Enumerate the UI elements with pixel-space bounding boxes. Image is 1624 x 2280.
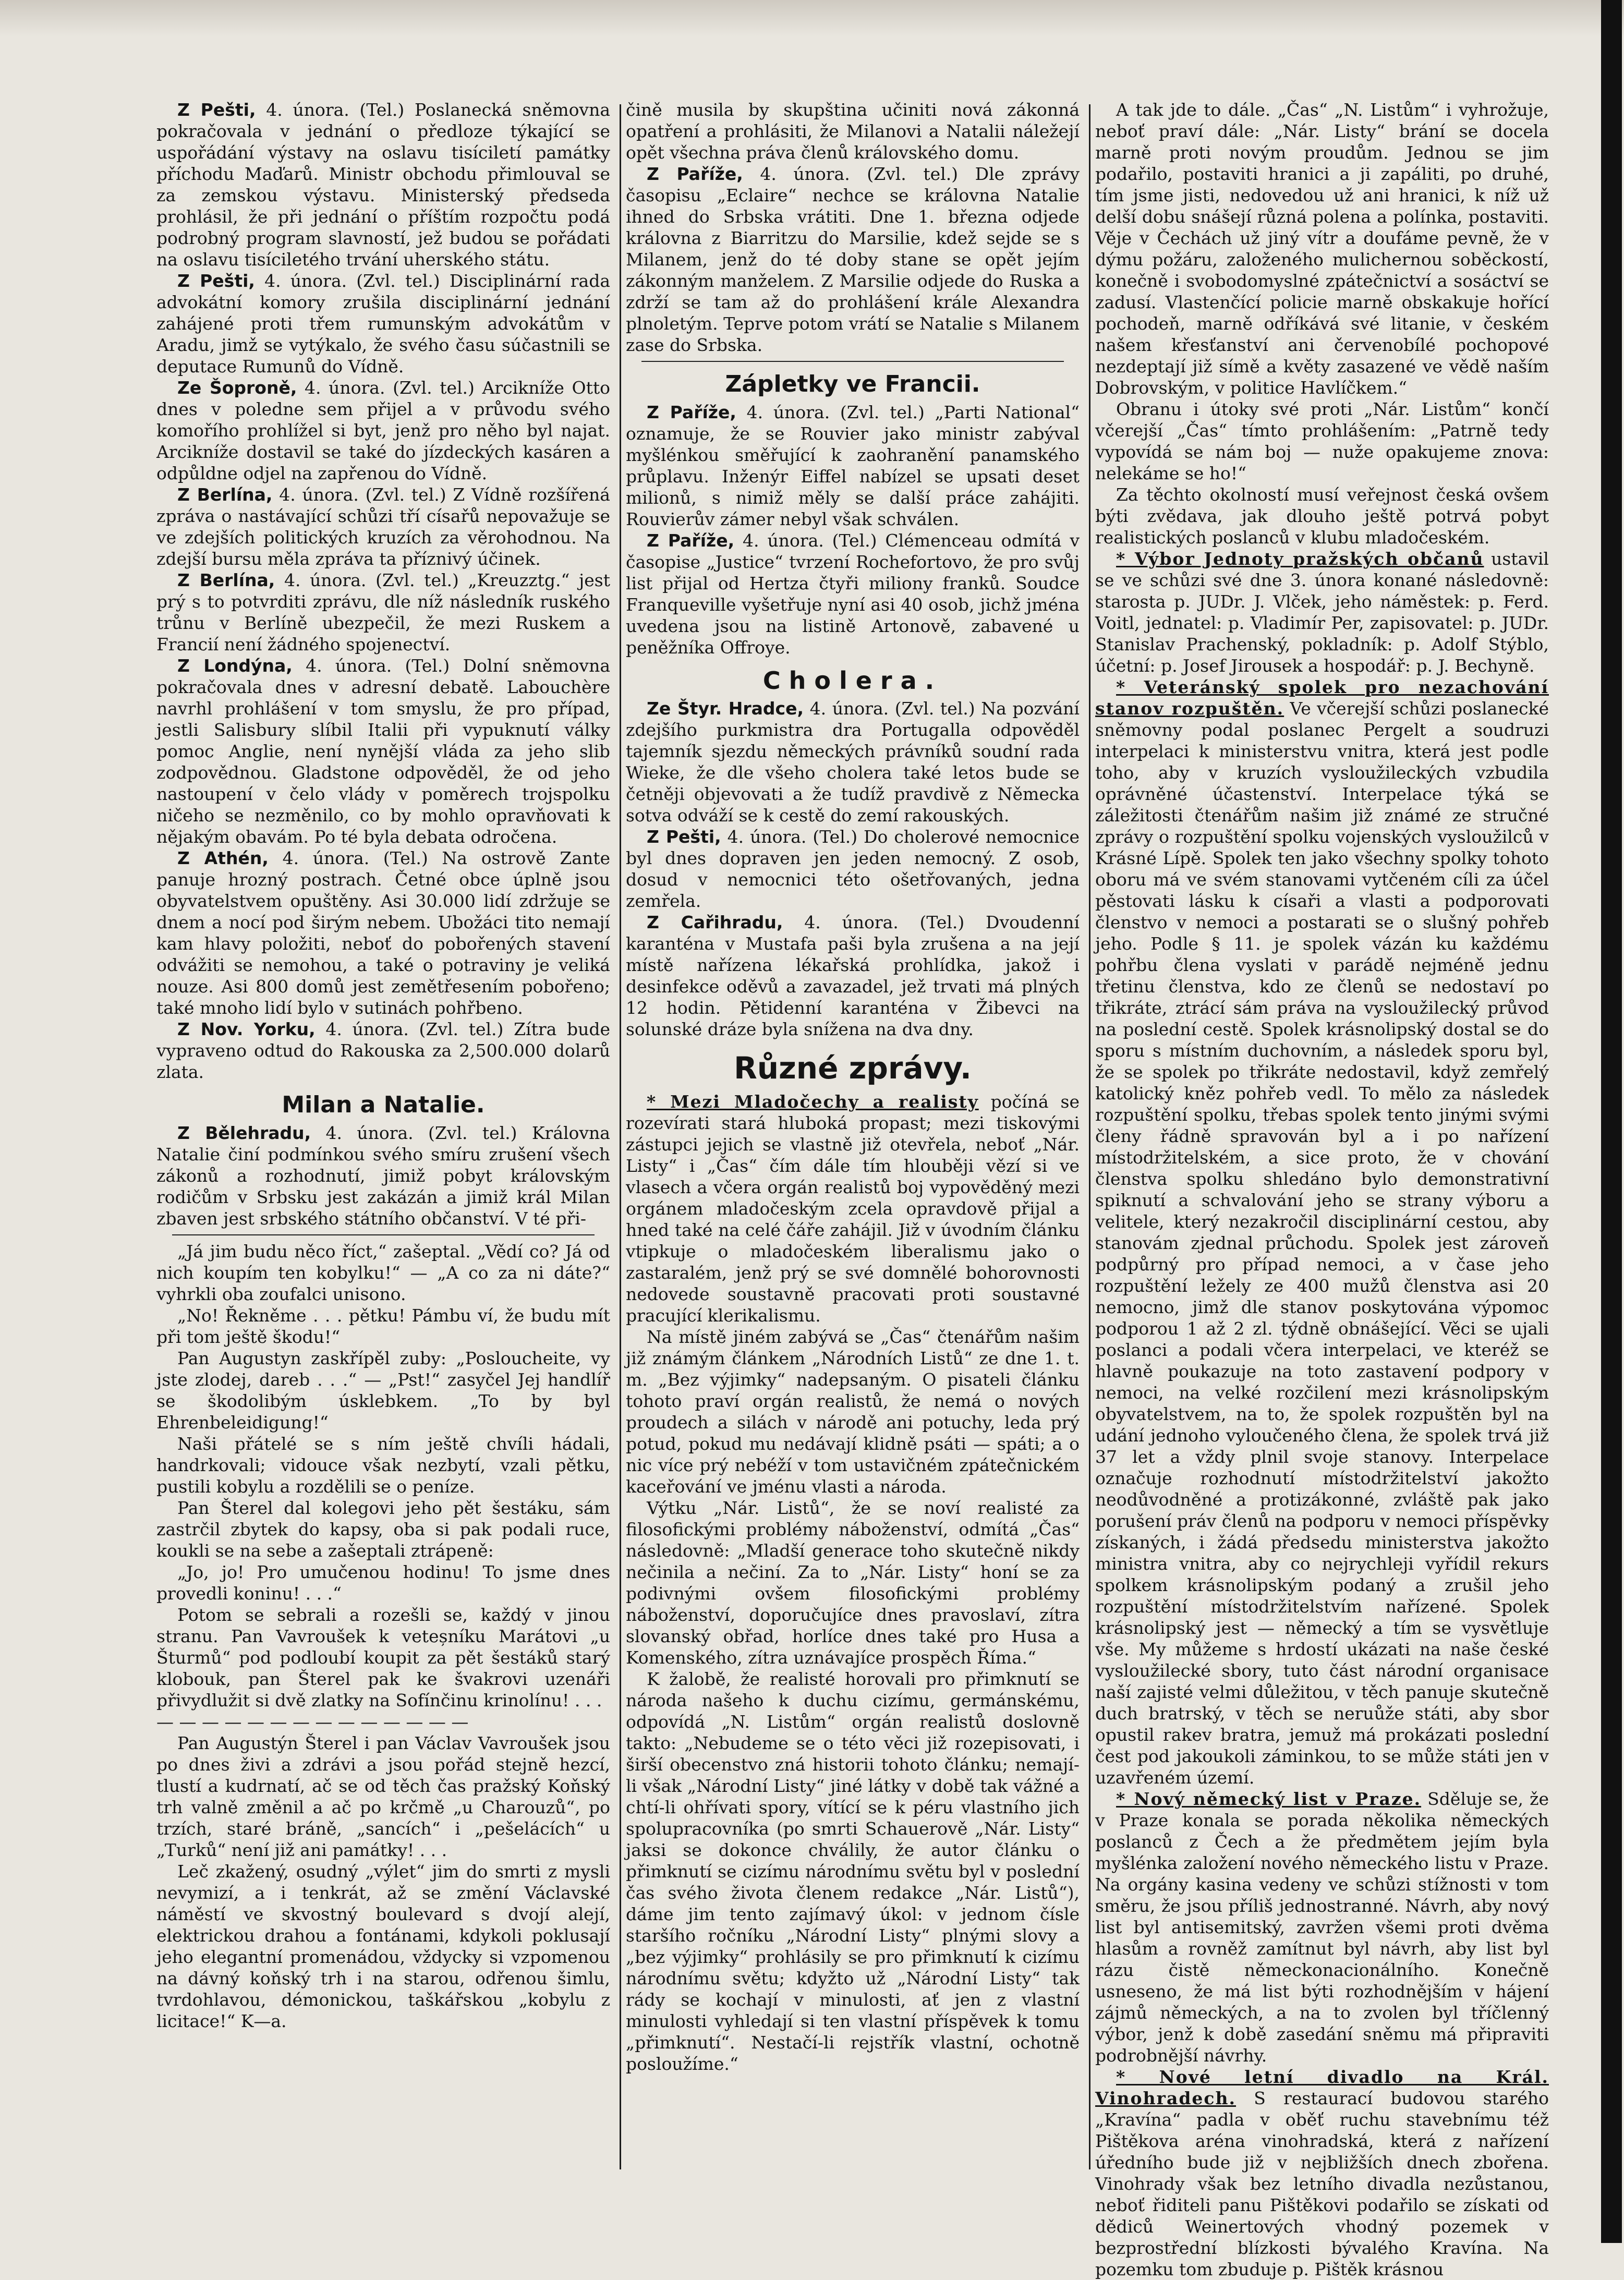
news-item: * Nové letní divadlo na Král. Vinohradech. S restaurací budovou starého „Kravína“ padla v oběť ruchu stavebnímu též Pištěkova aréna vinohradská, která z nařízení úředního bude již v nejbližších dnech zbořena. Vinohrady však bez letního divadla nezůstanou, neboť řiditeli panu Pištěkovi podařilo se získati od dědiců Weinertových vhodný pozemek v bezprostřední blízkosti bývalého Kravína. Na pozemku tom zbuduje p. Pištěk krásnou — [1095, 2067, 1549, 2279]
column-1 — [156, 99, 610, 2164]
feuilleton-paragraph: Potom se sebrali a rozešli se, každý v jinou stranu. Pan Vavroušek k veteșníku Marátovi „u Šturmů“ pod podloubí koupit za pět šestáků starý klobouk, pan Šterel pak ke švakrovi uzenáři přivydlužit si dvě zlatky na Sofínčinu krinolínu! . . . — [156, 1605, 610, 1711]
news-item: Z Berlína, 4. února. (Zvl. tel.) Z Vídně rozšířená zpráva o nastávající schůzi tří císařů nepovažuje se ve zdejších politických kruzích za věrohodnou. Na zdejší bursu měla zpráva ta příznivý účinek. — [156, 484, 610, 569]
news-paragraph: Obranu i útoky své proti „Nár. Listům“ končí včerejší „Čas“ tímto prohlášením: „Patrně tedy vypovídá se nám boj — nuže opakujeme znova: nelekáme se ho!“ — [1095, 399, 1549, 483]
news-item: Z Cařihradu, 4. února. (Tel.) Dvoudenní karanténa v Mustafa paši byla zrušena a na její místě nařízena lékařská prohlídka, jakož i desinfekce oděvů a zavazadel, jež trvati má plných 12 hodin. Pětidenní karanténa v Žibevci na solunské dráze byla snížena na dva dny. — [626, 912, 1080, 1039]
feuilleton-paragraph: Naši přátelé se s ním ještě chvíli hádali, handrkovali; vidouce však nezbytí, vzali pětku, pustili kobylu a rozdělili se o peníze. — [156, 1434, 610, 1497]
news-item: Z Pešti, 4. února. (Tel.) Do cholerové nemocnice byl dnes dopraven jen jeden nemocný. Z osob, dosud v nemocnici této ošetřovaných, jedna zemřela. — [626, 827, 1080, 911]
feuilleton-paragraph: Pan Šterel dal kolegovi jeho pět šestáku, sám zastrčil zbytek do kapsy, oba si pak podali ruce, koukli se na sebe a zašeptali ztrápeně: — [156, 1498, 610, 1561]
news-paragraph: Výtku „Nár. Listů“, že se noví realisté za filosofickými problémy náboženství, odmítá „Čas“ následovně: „Mladší generace toho skutečně nikdy nečinila a nečiní. Za to „Nár. Listy“ honí se za podivnými ovšem filosofickými problémy náboženství, doporučujíce dnes pravoslaví, zítra slovanský obřad, horlíce dnes také pro Husa a Komenského, zítra uznávajíce prospěch Říma.“ — [626, 1498, 1080, 1668]
section-heading: Cholera. — [762, 666, 943, 695]
scan-edge-right — [1601, 0, 1622, 2243]
feuilleton-paragraph: Pan Augustýn Šterel i pan Václav Vavroušek jsou po dnes živi a zdrávi a jsou pořád stejně hezcí, tlustí a kudrnatí, ač se od těch čas pražský Koňský trh valně změnil a ač po krčmě „u Charouzů“, po trzích, staré bráně, „sancích“ i „pešelácích“ u „Turků“ není již ani památky! . . . — [156, 1733, 610, 1860]
news-item: Z Londýna, 4. února. (Tel.) Dolní sněmovna pokračovala dnes v adresní debatě. Labouchère navrhl prohlášení v tom smyslu, že pro případ, jestli Salisbury slíbil Italii při vypuknutí války pomoc Anglie, není nynější vláda za jeho slib zodpovědnou. Gladstone odpověděl, že od jeho nastoupení v čelo vlády v poměrech trojspolku ničeho se nezměnilo, co by mohlo opravňovati k nějakým obavám. Po té byla debata odročena. — [156, 656, 610, 847]
news-item: Z Berlína, 4. února. (Zvl. tel.) „Kreuzztg.“ jest prý s to potvrditi zprávu, dle níž následník ruského trůnu v Berlíně ubezpečil, že mezi Ruskem a Francií není žádného spojenectví. — [156, 570, 610, 654]
section-heading: Milan a Natalie. — [282, 1092, 485, 1118]
dash-separator: — — — — — — — — — — — — — — — [156, 1712, 469, 1732]
news-item: * Nový německý list v Praze. Sděluje se, že v Praze konala se porada několika německých poslanců z Čech a že předmětem jejím byla myšlénka založení nového německého listu v Praze. Na orgány kasina vedeny ve schůzi stížnosti v tom směru, že jsou příliš jednostranné. Návrh, aby nový list byl antisemitský, zavržen všemi proti dvěma hlasům a rovněž zamítnut byl návrh, aby list byl rázu čistě německonacionálního. Konečně usneseno, že má list býti rozhodnějším v hájení zájmů německých, a na to zvolen byl tříčlenný výbor, jenž k době zasedání sněmu má připraviti podrobnější návrhy. — [1095, 1789, 1549, 2066]
feuilleton-paragraph: Leč zkažený, osudný „výlet“ jim do smrti z mysli nevymizí, a i tenkrát, až se změní Václavské náměstí ve skvostný boulevard s dvojí alejí, elektrickou drahou a fontánami, kdykoli poklusají jeho elegantní promenádou, vždycky si vzpomenou na dávný koňský trh i na starou, odřenou šimlu, tvrdohlavou, démonickou, taškářskou „kobylu z licitace!“ K—a. — [156, 1861, 610, 2031]
section-heading: Různé zprávy. — [734, 1050, 972, 1086]
news-item: Z Bělehradu, 4. února. (Zvl. tel.) Královna Natalie činí podmínkou svého smíru zrušení všech zákonů a rozhodnutí, jimiž pobyt královským rodičům v Srbsku jest zakázán a jimiž král Milan zbaven jest srbského státního občanství. V té při- — [156, 1123, 610, 1229]
news-item: Z Pešti, 4. února. (Tel.) Poslanecká sněmovna pokračovala v jednání o předloze týkající se uspořádání výstavy na oslavu tisíciletí památky příchodu Maďarů. Ministr obchodu přimlouval se za zemskou výstavu. Ministerský předseda prohlásil, že při jednání o příštím rozpočtu podá podrobný program slavností, jež budou se pořádati na oslavu tisíciletého trvání uherského státu. — [156, 100, 611, 270]
news-item: * Veteránský spolek pro nezachování stanov rozpuštěn. Ve včerejší schůzi poslanecké sněmovny podal poslanec Pergelt a soudruzi interpelaci k ministerstvu vnitra, která jest podle toho, aby v kruzích vysloužileckých vzbudila oprávněné účastenství. Interpelace týká se záležitosti čtenářům našim již známé ze stručné zprávy o rozpuštění spolku vojenských vysloužilců v Krásné Lípě. Spolek ten jako všechny spolky tohoto oboru má ve svém stanovami vytčeném cíli za účel pěstovati lásku k císaři a vlasti a podporovati členstvo v nemoci a postarati se o slušný pohřeb jeho. Podle § 11. je spolek vázán ku každému pohřbu člena vyslati v parádě nejméně jednu třetinu členstva, kdo ze členů se nedostaví po třikráte, ztrácí sám práva na vysloužilecký průvod na poslední cestě. Spolek krásnolipský dostal se do sporu s místním duchovním, a následek sporu byl, že se spolek po třikráte nedostavil, když zemřelý katolický kněz pohřeb vedl. To mělo za následek rozpuštění spolku, třebas spolek tento jinými svými členy řádně spravován byl a i po nařízení místodržitelském, a sice proto, že v chování členstva spolku shledáno bylo demonstrativní spiknutí a schvalování jeho se strany výboru a velitele, který nezakročil disciplinární cestou, aby stanovám zjednal průchodu. Spolek jest zároveň podpůrný pro případ nemoci, a v čase jeho rozpuštění ležely ze 400 mužů členstva asi 20 nemocno, jimž dle stanov poskytována výpomoc podporou 1 až 2 zl. týdně obnášející. Věci se ujali poslanci a podali včera interpelaci, ve kteréž se hlavně poukazuje na toto zastavení podpory v nemoci, na velké rozčilení mezi krásnolipským obyvatelstvem, na to, že spolek rozpuštěn byl na udání jednoho vyloučeného člena, že spolek trvá již 37 let a vždy plnil svoje stanovy. Interpelace označuje rozhodnutí místodržitelství jakožto neodůvodněné a protizákonné, zvláště pak jako porušení práv členů na podporu v nemoci příspěvky získaných, i žádá předsedu ministerstva jakožto ministra vnitra, aby co nejrychleji vyřídil rekurs spolkem krásnolipským podaný a zrušil jeho rozpuštění místodržitelstvím nařízené. Spolek krásnolipský jest — německý a tím se vysvětluje vše. My můžeme s hrdostí ukázati na naše české vysloužilecké sbory, tuto část národní organisace naší zajisté velmi důležitou, v těch panuje skutečně duch bratrský, v těch se neruůže státi, aby sbor opustil rakev bratra, jemuž má prokázati poslední čest pod jakoukoli záminkou, to se může státi jen v uzavřeném území. — [1095, 677, 1549, 1788]
feuilleton-paragraph: „Jo, jo! Pro umučenou hodinu! To jsme dnes provedli koninu! . . .“ — [156, 1562, 610, 1604]
news-item: Z Pešti, 4. února. (Zvl. tel.) Disciplinární rada advokátní komory zrušila disciplinární jednání zahájené proti třem rumunským advokátům v Aradu, jimž se vytýkalo, že svého času súčastnili se deputace Rumunů do Vídně. — [156, 271, 611, 377]
news-item: Z Paříže, 4. února. (Zvl. tel.) Dle zprávy časopisu „Eclaire“ nechce se královna Natalie ihned do Srbska vrátiti. Dne 1. března odjede královna z Biarritzu do Marsilie, kdež sejde se s Milanem, jenž do té doby stane se opět jejím zákonným manželem. Z Marsilie odjede do Ruska a zdrží se tam až do prohlášení krále Alexandra plnoletým. Teprve potom vrátí se Natalie s Milanem zase do Srbska. — [626, 164, 1080, 355]
news-item: Z Nov. Yorku, 4. února. (Zvl. tel.) Zítra bude vypraveno odtud do Rakouska za 2,500.000 dolarů zlata. — [156, 1019, 610, 1082]
column-rule-2 — [1089, 104, 1090, 2169]
news-paragraph: A tak jde to dále. „Čas“ „N. Listům“ i vyhrožuje, neboť praví dále: „Nár. Listy“ brání se docela marně proti novým proudům. Jednou se jim podařilo, postaviti hranici a ji zapáliti, po druhé, tím jsme jisti, nedovedou už ani hranici, k níž už delší dobu snášejí různá polena a polínka, postaviti. Věje v Čechách už jiný vítr a doufáme pevně, že v dýmu požáru, založeného mulichernou soběckostí, konečně i svobodomyslné zpátečnictví a sosáctví se zadusí. Vlastenčící policie marně obskakuje hořící pochodeň, marně odříkává své litanie, v českém našem křesťanství ani červenobílé pochopové nezdeptají již símě a květy zasazené ve vědě naším Dobrovským, v politice Havlíčkem.“ — [1095, 100, 1549, 398]
news-item: Z Athén, 4. února. (Tel.) Na ostrově Zante panuje hrozný postrach. Četné obce úplně jsou obyvatelstvem opuštěny. Asi 30.000 lidí zdržuje se dnem a nocí pod širým nebem. Ubožáci tito nemají kam hlavy položiti, neboť do pobořených stavení odvážiti se nemohou, a také o potraviny je veliká nouze. Asi 800 domů jest zemětřesením pobořeno; také mnoho lidí bylo v sutinách pohřbeno. — [156, 848, 610, 1018]
column-2 — [626, 99, 1080, 2164]
feuilleton-divider — [172, 1234, 595, 1235]
news-item: * Mezi Mladočechy a realisty počíná se rozevírati stará hluboká propast; mezi tiskovými zástupci jejich se vlastně již otevřela, neboť „Nár. Listy“ i „Čas“ čím dále tím hlouběji vězí si ve vlasech a včera orgán realistů boj vypověděný mezi orgánem mladočeským zcela opravdově přijal a hned také na celé čáře zahájil. Již v úvodním článku vtipkuje o mladočeském liberalismu jako o zastaralém, jenž prý se své domnělé bohorovnosti nedovede soustavně pracovati proti soustavné pracující klerikalismu. — [626, 1092, 1080, 1326]
news-item: Z Paříže, 4. února. (Zvl. tel.) „Parti National“ oznamuje, že se Rouvier jako ministr zabýval myšlénkou směřující k zaohranění panamského průplavu. Inženýr Eiffel nabízel se upsati deset milionů, s nimiž měly se další práce zahájiti. Rouvierův zámer nebyl však schválen. — [626, 402, 1080, 529]
feuilleton-paragraph: „No! Řekněme . . . pětku! Pámbu ví, že budu mít při tom ještě škodu!“ — [156, 1305, 610, 1347]
news-item: Z Paříže, 4. února. (Tel.) Clémenceau odmítá v časopise „Justice“ tvrzení Rochefortovo, že pro svůj list přijal od Hertza čtyři miliony franků. Soudce Franqueville vyšetřuje nyní asi 40 osob, jichž jména uvedena jsou na listině Artonově, zabavené u peněžníka Offroye. — [626, 530, 1080, 658]
news-item: čině musila by skupština učiniti nová zákonná opatření a prohlásiti, že Milanovi a Natalii náležejí opět všechna práva členů královského domu. — [626, 100, 1080, 163]
column-3 — [1095, 99, 1549, 2279]
feuilleton-paragraph: Pan Augustyn zaskřípěl zuby: „Posloucheite, vy jste zlodej, dareb . . .“ — „Pst!“ zasyčel Jej handlíř se škodolibým úsklebkem. „To by byl Ehrenbeleidigung!“ — [156, 1348, 610, 1433]
scan-top-margin — [0, 0, 1624, 37]
news-paragraph: Na místě jiném zabývá se „Čas“ čtenářům našim již známým článkem „Národních Listů“ ze dne 1. t. m. „Bez výjimky“ nadepsaným. O pisateli článku tohoto praví orgán realistů, že nemá o nových proudech a silách v národě ani potuchy, leda prý potud, pokud mu nedávají klidně psáti — spáti; a o nic více prý nebéží v tom ustavičném zpátečnickém kaceřování ve jménu vlasti a národa. — [626, 1327, 1080, 1497]
section-heading: Zápletky ve Francii. — [725, 371, 980, 397]
divider — [641, 361, 1064, 362]
feuilleton-paragraph: „Já jim budu něco říct,“ zašeptal. „Vědí co? Já od nich koupím ten kobylku!“ — „A co za ni dáte?“ vyhrkli oba zoufalci unisono. — [156, 1241, 610, 1304]
news-paragraph: Za těchto okolností musí veřejnost česká ovšem býti zvědava, jak dlouho ještě potrvá pobyt realistických poslanců v klubu mladočeském. — [1095, 484, 1549, 548]
news-item: Ze Šoproně, 4. února. (Zvl. tel.) Arcikníže Otto dnes v poledne sem přijel a v průvodu svého komořího prohlížel si byt, jenž pro něho byl najat. Arcikníže dostavil se také do jízdeckých kasáren a odpůldne odjel na zapřenou do Vídně. — [156, 378, 610, 483]
news-paragraph: K žalobě, že realisté horovali pro přimknutí se národa našeho k duchu cizímu, germánskému, odpovídá „N. Listům“ orgán realistů doslovně takto: „Nebudeme se o této věci již rozepisovati, i širší obecenstvo zná historii tohoto článku; nemají-li však „Národní Listy“ jiné látky v době tak vážné a chtí-li ohřívati spory, vítící se k péru vlastního jich spolupracovníka (po smrti Schauerově „Nár. Listy“ jaksi se dokonce chválily, že autor článku o přimknutí se cizímu národnímu světu byl v poslední čas svého života členem redakce „Nár. Listů“), dáme jim tento zajímavý úkol: v jednom čísle staršího ročníku „Národní Listy“ plnými slovy a „bez výjimky“ prohlásily se pro přimknutí k cizímu národnímu světu; kdyžto už „Národní Listy“ tak rády se kochají v minulosti, ať jen z vlastní minulosti vyhledají si ten vlastní příspěvek k tomu „přimknutí“. Nestačí-li rejstřík vlastní, ochotně posloužíme.“ — [626, 1669, 1080, 2074]
news-item: * Výbor Jednoty pražských občanů ustavil se ve schůzi své dne 3. února konané následovně: starosta p. JUDr. J. Vlček, jeho náměstek: p. Ferd. Voitl, jednatel: p. Vladimír Per, zapisovatel: p. JUDr. Stanislav Prachenský, pokladník: p. Adolf Stýblo, účetní: p. Josef Jirousek a hospodář: p. J. Bechyně. — [1095, 549, 1549, 676]
news-item: Ze Štyr. Hradce, 4. února. (Zvl. tel.) Na pozvání zdejšího purkmistra dra Portugalla odpověděl tajemník sjezdu německých právníků soudní rada Wieke, že dle všeho cholera také letos bude se četněji objevovati a že tudíž pravdivě z Německa sotva odváží se k cestě do zemí rakouských. — [626, 698, 1080, 826]
column-rule-1 — [620, 104, 621, 2169]
